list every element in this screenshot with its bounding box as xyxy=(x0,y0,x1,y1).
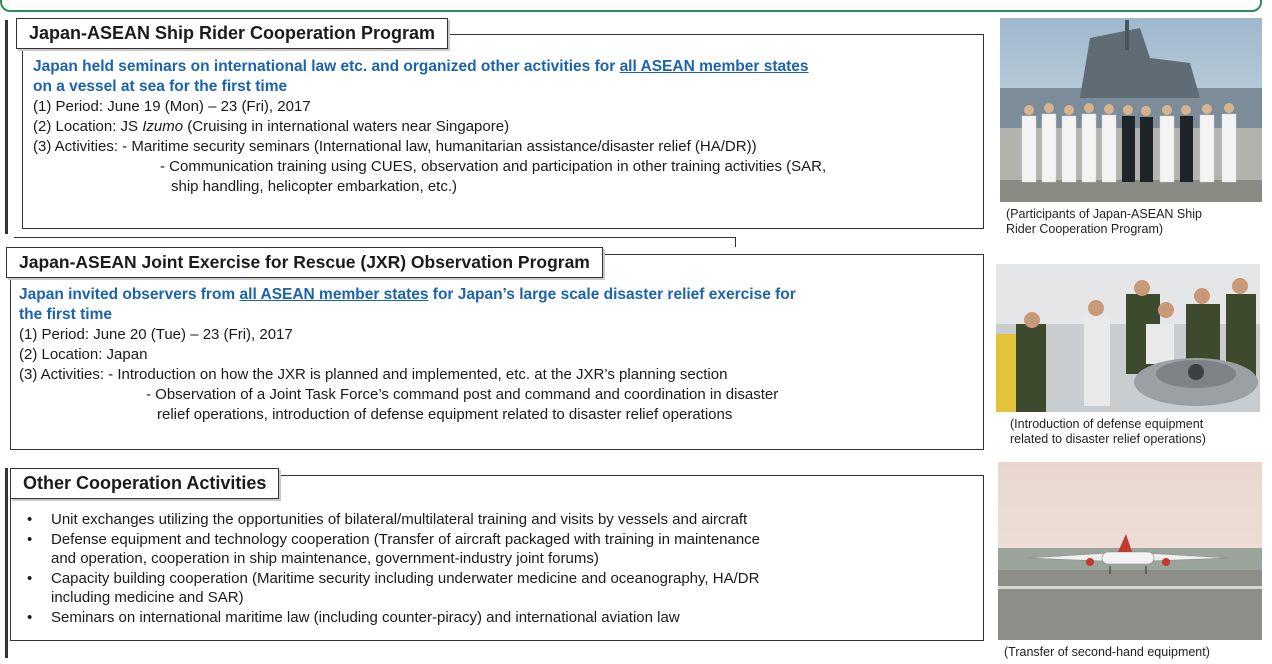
aircraft-photo-illustration xyxy=(998,462,1262,640)
lead-text: on a vessel at sea for the first time xyxy=(33,78,288,95)
photo-caption: (Transfer of second-hand equipment) xyxy=(1004,645,1210,659)
activities-line: - Communication training using CUES, observation and participation in other training activities (SAR, xyxy=(160,158,827,175)
list-item: • Capacity building cooperation (Maritime security including underwater medicine and oceanography, HA/DR xyxy=(13,569,975,589)
other-section xyxy=(10,475,984,641)
location-line xyxy=(33,117,975,137)
jxr-section xyxy=(10,254,984,450)
location-label: (2) Location: JS xyxy=(33,118,143,135)
jxr-lead xyxy=(19,285,975,325)
ship-rider-photo xyxy=(1000,18,1262,202)
equipment-photo-illustration xyxy=(996,264,1260,412)
list-item-continued: including medicine and SAR) xyxy=(51,589,244,606)
caption-line: related to disaster relief operations) xyxy=(1010,432,1206,446)
location-detail: (Cruising in international waters near Singapore) xyxy=(183,118,510,135)
ship-rider-lead xyxy=(33,57,975,97)
list-item: • Seminars on international maritime law (including counter-piracy) and international aviation law xyxy=(13,608,975,628)
jxr-tab-line xyxy=(14,237,736,247)
aircraft-photo xyxy=(998,462,1262,640)
lead-text: for Japan’s large scale disaster relief exercise for xyxy=(428,286,796,303)
activities-line: - Observation of a Joint Task Force’s command post and command and coordination in disaster xyxy=(146,386,779,403)
lead-text: Japan invited observers from xyxy=(19,286,240,303)
photo-caption xyxy=(1006,207,1202,237)
ship-rider-title: Japan-ASEAN Ship Rider Cooperation Program xyxy=(16,18,448,49)
jxr-photo xyxy=(996,264,1260,412)
top-frame xyxy=(0,0,1262,12)
activities-line: (3) Activities: - Introduction on how the JXR is planned and implemented, etc. at the JXR’s planning section xyxy=(19,366,728,383)
ship-rider-section xyxy=(22,34,984,229)
list-item: • Defense equipment and technology cooperation (Transfer of aircraft packaged with training in maintenance xyxy=(13,530,975,550)
left-margin-rule xyxy=(5,20,8,234)
ship-photo-illustration xyxy=(1000,18,1262,202)
lead-emphasis: all ASEAN member states xyxy=(619,58,809,75)
activities-line: ship handling, helicopter embarkation, etc.) xyxy=(171,178,457,195)
caption-line: Rider Cooperation Program) xyxy=(1006,222,1164,236)
lead-text: the first time xyxy=(19,306,113,323)
faded-header-text xyxy=(382,0,445,8)
list-item-continued: and operation, cooperation in ship maintenance, government-industry joint forums) xyxy=(51,550,599,567)
other-title: Other Cooperation Activities xyxy=(10,468,279,499)
activities-line: (3) Activities: - Maritime security seminars (International law, humanitarian assistance/disaster relief (HA/DR)) xyxy=(33,138,757,155)
caption-line: (Introduction of defense equipment xyxy=(1010,417,1204,431)
ship-name: Izumo xyxy=(142,118,184,135)
caption-line: (Participants of Japan-ASEAN Ship xyxy=(1006,207,1202,221)
lead-text: Japan held seminars on international law etc. and organized other activities for xyxy=(33,58,620,75)
jxr-title: Japan-ASEAN Joint Exercise for Rescue (JXR) Observation Program xyxy=(6,247,603,278)
location-line: (2) Location: Japan xyxy=(19,346,148,363)
lead-emphasis: all ASEAN member states xyxy=(239,286,429,303)
period-line: (1) Period: June 19 (Mon) – 23 (Fri), 2017 xyxy=(33,98,311,115)
left-margin-rule xyxy=(5,468,8,658)
photo-caption xyxy=(1010,417,1206,447)
other-list xyxy=(13,510,975,627)
list-item: • Unit exchanges utilizing the opportunities of bilateral/multilateral training and visits by vessels and aircraft xyxy=(13,510,975,530)
period-line: (1) Period: June 20 (Tue) – 23 (Fri), 2017 xyxy=(19,326,293,343)
activities-line: relief operations, introduction of defense equipment related to disaster relief operations xyxy=(157,406,733,423)
